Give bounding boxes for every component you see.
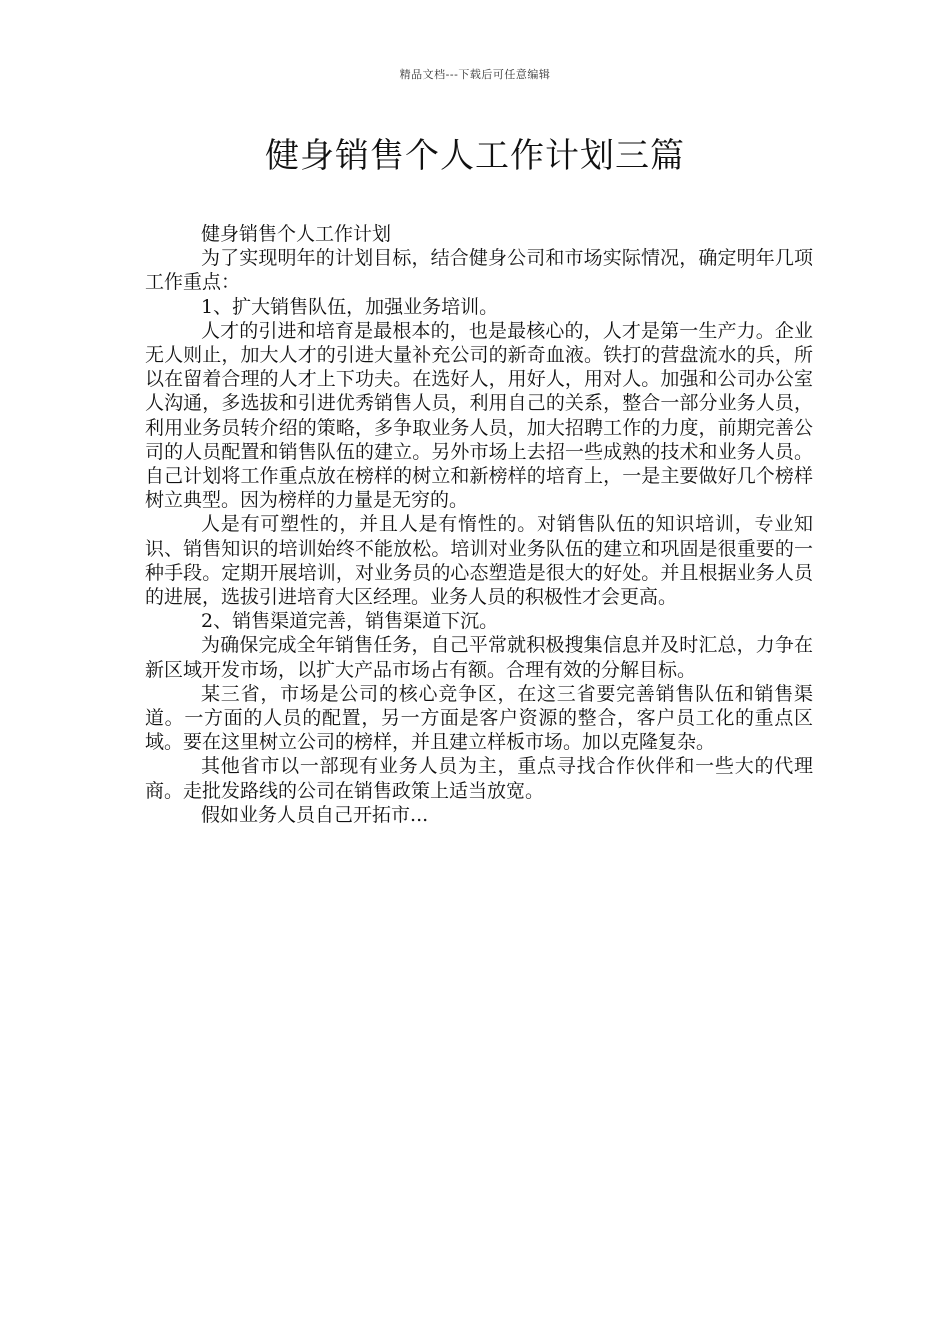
section-heading: 1、扩大销售队伍，加强业务培训。 xyxy=(201,295,499,318)
body-paragraph: 其他省市以一部现有业务人员为主，重点寻找合作伙伴和一些大的代理商。走批发路线的公司在销售政策上适当放宽。 xyxy=(145,755,813,802)
document-title: 健身销售个人工作计划三篇 xyxy=(265,136,685,176)
body-paragraph: 假如业务人员自己开拓市... xyxy=(201,803,429,826)
body-paragraph: 人才的引进和培育是最根本的，也是最核心的，人才是第一生产力。企业无人则止，加大人才的引进大量补充公司的新奇血液。铁打的营盘流水的兵，所以在留着合理的人才上下功夫。在选好人，用好人，用对人。加强和公司办公室人沟通，多选拔和引进优秀销售人员，利用自己的关系，整合一部分业务人员，利用业务员转介绍的策略，多争取业务人员，加大招聘工作的力度，前期完善公司的人员配置和销售队伍的建立。另外市场上去招一些成熟的技术和业务人员。自己计划将工作重点放在榜样的树立和新榜样的培育上，一是主要做好几个榜样树立典型。因为榜样的力量是无穷的。 xyxy=(145,319,813,512)
section-heading: 2、销售渠道完善，销售渠道下沉。 xyxy=(201,610,499,633)
header-note: 精品文档---下载后可任意编辑 xyxy=(399,68,551,81)
body-paragraph: 为了实现明年的计划目标，结合健身公司和市场实际情况，确定明年几项工作重点： xyxy=(145,247,813,294)
document-body xyxy=(145,222,813,827)
body-paragraph: 人是有可塑性的，并且人是有惰性的。对销售队伍的知识培训，专业知识、销售知识的培训始终不能放松。培训对业务队伍的建立和巩固是很重要的一种手段。定期开展培训，对业务员的心态塑造是很大的好处。并且根据业务人员的进展，选拔引进培育大区经理。业务人员的积极性才会更高。 xyxy=(145,513,813,609)
body-paragraph: 为确保完成全年销售任务，自己平常就积极搜集信息并及时汇总，力争在新区域开发市场，以扩大产品市场占有额。合理有效的分解目标。 xyxy=(145,634,813,681)
body-paragraph: 健身销售个人工作计划 xyxy=(201,223,392,245)
body-paragraph: 某三省，市场是公司的核心竞争区，在这三省要完善销售队伍和销售渠道。一方面的人员的配置，另一方面是客户资源的整合，客户员工化的重点区域。要在这里树立公司的榜样，并且建立样板市场。加以克隆复杂。 xyxy=(145,682,813,754)
